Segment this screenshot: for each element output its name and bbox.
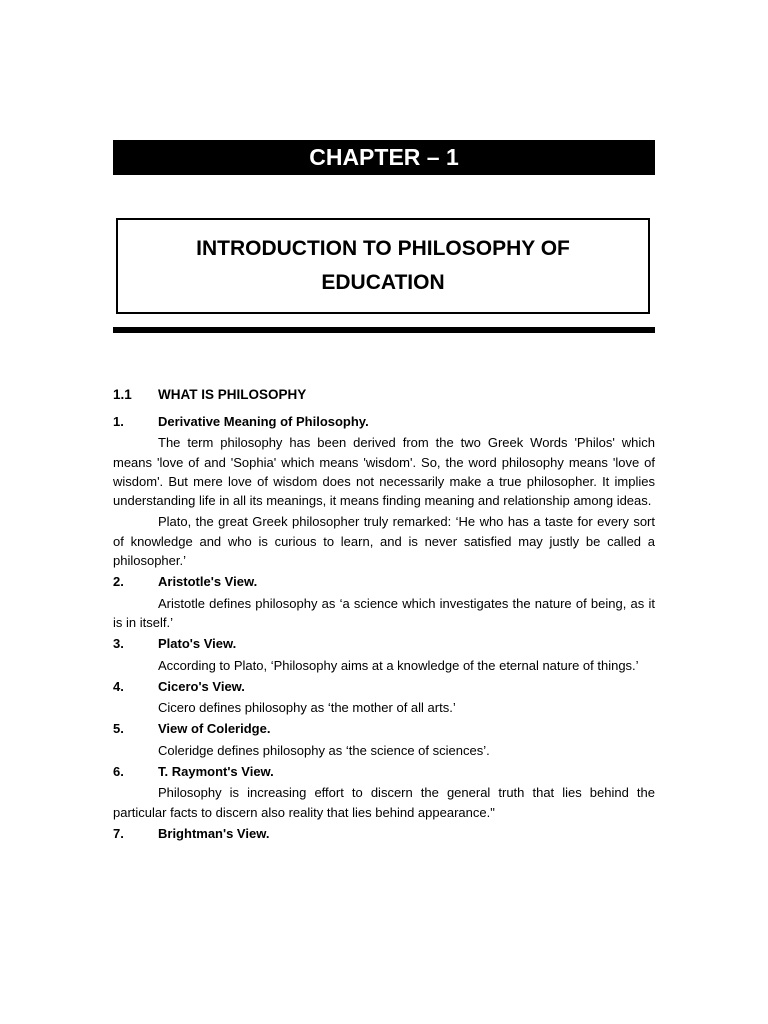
item-number: 7. [113,825,124,841]
item-number: 1. [113,414,124,429]
item-heading [113,762,655,781]
item-heading [113,412,655,431]
chapter-title-box [116,218,650,314]
item-paragraph: Philosophy is increasing effort to discern the general truth that lies behind the particular facts to discern also reality that lies behind appearance." [113,785,655,820]
item-paragraph: Cicero defines philosophy as ‘the mother of all arts.’ [158,700,456,716]
item-paragraph: According to Plato, ‘Philosophy aims at a knowledge of the eternal nature of things.’ [158,657,639,673]
section-number: 1.1 [113,387,132,402]
item-paragraph: Aristotle defines philosophy as ‘a science which investigates the nature of being, as it is in itself.’ [113,595,655,630]
item-title: View of Coleridge. [158,721,271,737]
list-item [113,412,655,570]
item-number: 2. [113,574,124,590]
chapter-title-line-2: EDUCATION [321,271,445,294]
chapter-title-line-1: INTRODUCTION TO PHILOSOPHY OF [196,237,570,260]
item-title: T. Raymont's View. [158,764,274,780]
item-title: Cicero's View. [158,678,245,694]
item-heading [113,719,655,738]
list-item [113,677,655,718]
item-title: Brightman's View. [158,825,270,841]
item-title: Aristotle's View. [158,574,258,590]
item-number: 6. [113,764,124,780]
list-item [113,634,655,675]
chapter-heading [113,140,655,175]
section-title: WHAT IS PHILOSOPHY [158,387,307,402]
section-heading [113,384,655,406]
item-paragraph: Plato, the great Greek philosopher truly remarked: ‘He who has a taste for every sort of knowledge and who is curious to learn, and is never satisfied may justly be called a philosopher.’ [113,514,655,569]
item-title: Derivative Meaning of Philosophy. [158,414,369,429]
item-paragraph: The term philosophy has been derived from the two Greek Words 'Philos' which means 'love of and 'Sophia' which means 'wisdom'. So, the word philosophy means 'love of wisdom'. But mere love of wisdom does not necessarily make a true philosopher. It implies understanding life in all its meanings, it means finding meaning and relationship among ideas. [113,435,655,509]
divider-rule [113,327,655,333]
item-heading [113,634,655,653]
list-item [113,719,655,760]
item-heading [113,824,655,843]
list-item [113,824,655,843]
list-item [113,572,655,632]
page-body [113,384,655,845]
item-number: 3. [113,636,124,652]
item-heading [113,677,655,696]
item-heading [113,572,655,591]
item-number: 4. [113,678,124,694]
item-title: Plato's View. [158,636,237,652]
chapter-label: CHAPTER – 1 [309,144,459,170]
item-number: 5. [113,721,124,737]
list-item [113,762,655,822]
item-paragraph: Coleridge defines philosophy as ‘the science of sciences’. [158,742,490,758]
